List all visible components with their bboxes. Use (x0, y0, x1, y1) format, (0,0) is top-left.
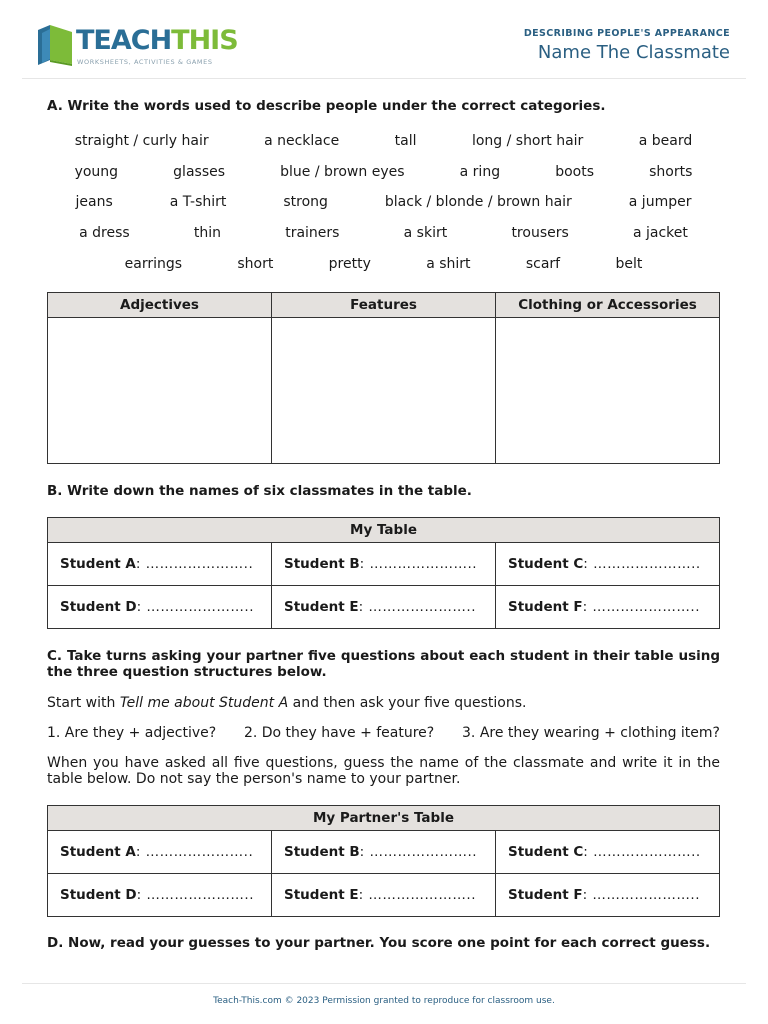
word-bank (47, 126, 720, 279)
word: blue / brown eyes (280, 163, 405, 180)
my-table-cell[interactable] (272, 586, 496, 629)
category-header-adjectives: Adjectives (48, 293, 272, 318)
page-footer: Teach-This.com © 2023 Permission granted to reproduce for classroom use. (22, 983, 746, 1006)
word: straight / curly hair (74, 133, 209, 149)
my-table-title: My Table (48, 518, 720, 543)
word: a beard (638, 133, 693, 149)
worksheet-content (47, 98, 720, 951)
my-table-cell[interactable] (48, 543, 272, 586)
book-icon (36, 24, 74, 66)
student-label: Student C (508, 556, 584, 573)
word: boots (555, 163, 595, 180)
blank-line: : ………………….. (583, 556, 701, 573)
word: a shirt (426, 255, 471, 272)
word: thin (193, 225, 221, 242)
word: a ring (459, 163, 501, 180)
partner-table-cell[interactable] (272, 874, 496, 917)
student-label: Student F (508, 599, 583, 616)
adjectives-answer-cell[interactable] (48, 318, 272, 464)
student-label: Student D (60, 599, 137, 616)
word: a skirt (403, 225, 448, 242)
worksheet-topic: DESCRIBING PEOPLE'S APPEARANCE (523, 28, 730, 39)
word-row (47, 126, 720, 157)
student-label: Student B (284, 556, 360, 573)
blank-line: : ………………….. (582, 887, 701, 904)
question-structure: 1. Are they + adjective? (47, 725, 217, 742)
question-structure: 3. Are they wearing + clothing item? (462, 725, 720, 742)
partner-table (47, 805, 720, 917)
blank-line: : ………………….. (358, 887, 477, 904)
word-row (47, 157, 720, 188)
start-suffix: and then ask your five questions. (288, 695, 527, 712)
my-table-cell[interactable] (48, 586, 272, 629)
partner-table-cell[interactable] (272, 831, 496, 874)
question-structures (47, 725, 720, 741)
word: tall (394, 133, 417, 149)
logo-part2: THIS (171, 25, 238, 56)
partner-table-cell[interactable] (496, 831, 720, 874)
word-row (47, 249, 720, 280)
blank-line: : ………………….. (359, 844, 478, 861)
student-label: Student A (60, 556, 136, 573)
student-label: Student A (60, 844, 136, 861)
word: shorts (649, 163, 693, 180)
word: a necklace (264, 133, 340, 149)
partner-table-title: My Partner's Table (48, 806, 720, 831)
word: trousers (511, 225, 569, 242)
word: belt (615, 255, 643, 272)
blank-line: : ………………….. (136, 599, 255, 616)
blank-line: : ………………….. (582, 599, 701, 616)
blank-line: : ………………….. (135, 844, 254, 861)
word: trainers (285, 225, 340, 242)
student-label: Student C (508, 844, 584, 861)
guess-instruction: When you have asked all five questions, guess the name of the classmate and write it in the table below. Do not say the person's name to your partner. (47, 755, 720, 788)
word: strong (283, 194, 328, 211)
student-label: Student E (284, 887, 359, 904)
word: scarf (525, 255, 561, 272)
start-phrase: Tell me about Student A (119, 695, 289, 712)
section-c-instruction: C. Take turns asking your partner five questions about each student in their table using the three question structures below. (47, 648, 720, 681)
word: earrings (124, 255, 183, 272)
word-row (47, 187, 720, 218)
partner-table-cell[interactable] (496, 874, 720, 917)
header-titles (524, 28, 730, 63)
my-table-cell[interactable] (496, 543, 720, 586)
clothing-answer-cell[interactable] (496, 318, 720, 464)
section-b-instruction: B. Write down the names of six classmates in the table. (47, 483, 472, 500)
student-label: Student E (284, 599, 359, 616)
logo-part1: TEACH (76, 25, 172, 56)
categories-table (47, 292, 720, 464)
section-a-instruction: A. Write the words used to describe people under the correct categories. (47, 98, 606, 114)
word-row (47, 218, 720, 249)
word: glasses (173, 163, 226, 180)
word: long / short hair (471, 133, 584, 149)
my-table-cell[interactable] (496, 586, 720, 629)
page-header (22, 0, 746, 79)
word: jeans (75, 194, 113, 211)
blank-line: : ………………….. (135, 556, 254, 573)
word: a jumper (628, 194, 692, 211)
blank-line: : ………………….. (583, 844, 701, 861)
word: pretty (328, 255, 371, 272)
section-d-instruction: D. Now, read your guesses to your partner. You score one point for each correct guess. (47, 935, 711, 952)
blank-line: : ………………….. (358, 599, 477, 616)
my-table (47, 517, 720, 629)
student-label: Student B (284, 844, 360, 861)
student-label: Student D (60, 887, 137, 904)
worksheet-title: Name The Classmate (537, 42, 730, 63)
start-prefix: Start with (47, 695, 120, 712)
category-header-features: Features (272, 293, 496, 318)
word: black / blonde / brown hair (384, 194, 572, 211)
logo-wordmark (76, 25, 238, 56)
partner-table-cell[interactable] (48, 874, 272, 917)
word: a dress (79, 225, 130, 242)
word: short (237, 255, 274, 272)
my-table-cell[interactable] (272, 543, 496, 586)
blank-line: : ………………….. (359, 556, 478, 573)
partner-table-cell[interactable] (48, 831, 272, 874)
student-label: Student F (508, 887, 583, 904)
features-answer-cell[interactable] (272, 318, 496, 464)
word: a jacket (632, 225, 688, 242)
logo-tagline: WORKSHEETS, ACTIVITIES & GAMES (77, 58, 213, 66)
word: a T-shirt (169, 194, 227, 211)
blank-line: : ………………….. (136, 887, 255, 904)
question-structure: 2. Do they have + feature? (243, 725, 435, 742)
start-instruction (47, 695, 720, 711)
category-header-clothing: Clothing or Accessories (496, 293, 720, 318)
word: young (74, 163, 119, 180)
